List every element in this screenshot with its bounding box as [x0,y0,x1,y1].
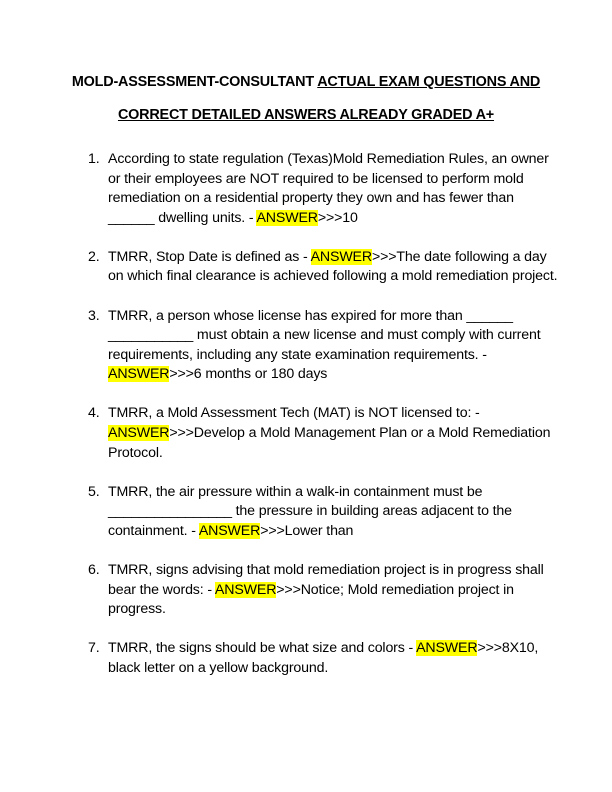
question-number: 3. [88,307,100,324]
question-text: TMRR, a Mold Assessment Tech (MAT) is NOT licensed to: - [108,405,480,422]
question-item-2 [88,248,558,287]
question-number: 2. [88,248,100,265]
title-underlined-part: ACTUAL EXAM QUESTIONS AND [317,74,541,90]
document-title-line-1 [0,73,612,91]
question-item-1 [88,150,558,228]
document-title-line-2 [0,106,612,124]
question-text: TMRR, the air pressure within a walk-in containment must be ________________ the pressure in building areas adjacent to the containment. - [108,483,512,539]
question-item-6 [88,561,558,620]
question-number: 6. [88,562,100,578]
question-text: TMRR, Stop Date is defined as - [108,248,311,265]
question-number: 1. [88,151,100,167]
question-text: TMRR, signs advising that mold remediation project is in progress shall bear the words: - [108,562,544,598]
answer-text: >>>Develop a Mold Management Plan or a Mold Remediation Protocol. [108,425,551,461]
question-text: TMRR, the signs should be what size and colors - [108,640,417,657]
question-number: 7. [88,640,100,657]
title-underlined-part-2: CORRECT DETAILED ANSWERS ALREADY GRADED A+ [117,107,495,123]
answer-text: >>>10 [317,209,358,226]
answer-text: >>>The date following a day on which final clearance is achieved following a mold remediation project. [108,248,558,285]
title-plain-part: MOLD-ASSESSMENT-CONSULTANT [71,74,318,90]
answer-text: >>>6 months or 180 days [169,366,328,383]
answer-label-highlight: ANSWER [108,425,170,442]
answer-label-highlight: ANSWER [310,248,372,265]
answer-text: >>>8X10, black letter on a yellow background. [108,640,539,676]
answer-label-highlight: ANSWER [198,522,261,539]
answer-text: >>>Notice; Mold remediation project in progress. [108,581,514,618]
answer-label-highlight: ANSWER [256,209,318,226]
question-number: 4. [88,405,100,422]
question-item-3 [88,307,558,385]
answer-label-highlight: ANSWER [108,366,170,383]
question-number: 5. [88,483,100,500]
question-item-7 [88,639,558,678]
answer-text: >>>Lower than [260,522,354,539]
question-text: TMRR, a person whose license has expired for more than ______ ___________ must obtain a new license and must comply with current requirements, including any state examination requirements. - [108,307,541,363]
answer-label-highlight: ANSWER [416,640,478,657]
question-item-4 [88,404,558,463]
question-list [88,150,558,698]
answer-label-highlight: ANSWER [214,581,277,598]
question-item-5 [88,483,558,542]
question-text: According to state regulation (Texas)Mold Remediation Rules, an owner or their employees are NOT required to be licensed to perform mold remediation on a residential property they own and has fewer than ______ dwelling units. - [108,151,549,226]
